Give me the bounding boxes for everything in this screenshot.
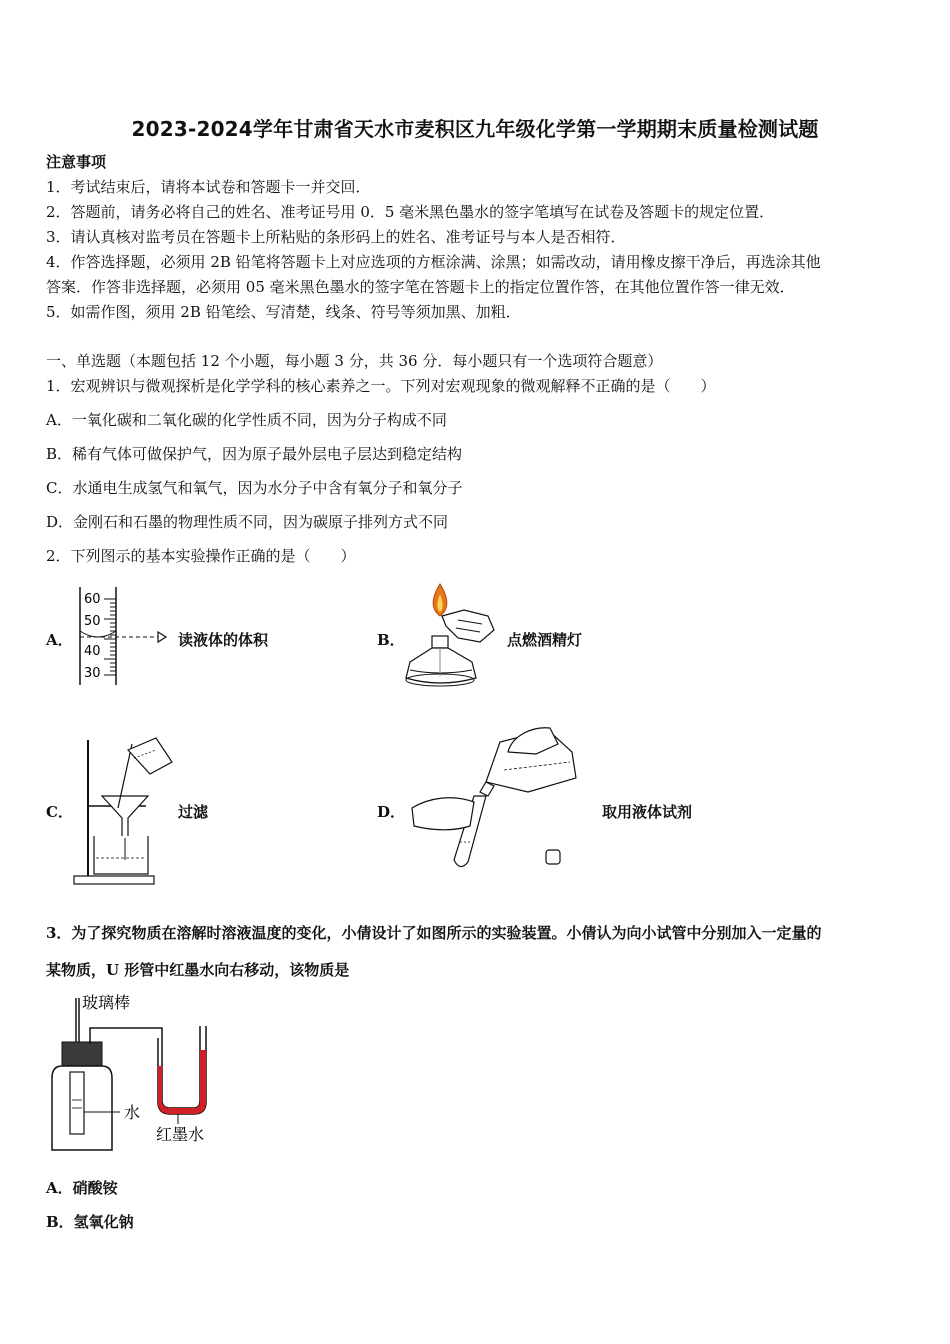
- q1-option-d: D．金刚石和石墨的物理性质不同，因为碳原子排列方式不同: [46, 513, 449, 531]
- q2-option-b-caption: 点燃酒精灯: [507, 631, 583, 649]
- q3-option-a: A．硝酸铵: [46, 1179, 118, 1197]
- q3-stem-line1: 3．为了探究物质在溶解时溶液温度的变化，小倩设计了如图所示的实验装置。小倩认为向小试管中分别加入一定量的: [46, 924, 822, 942]
- q2-option-a-letter: A．: [46, 631, 73, 649]
- tick-label: 40: [84, 644, 101, 659]
- section-heading: 一、单选题（本题包括 12 个小题，每小题 3 分，共 36 分．每小题只有一个选项符合题意）: [46, 352, 663, 370]
- q2-option-b-letter: B．: [377, 631, 405, 649]
- beaker-icon: [94, 836, 148, 874]
- notice-item: 3．请认真核对监考员在答题卡上所粘贴的条形码上的姓名、准考证号与本人是否相符．: [46, 228, 626, 246]
- q1-stem: 1．宏观辨识与微观探析是化学学科的核心素养之一。下列对宏观现象的微观解释不正确的是（ ）: [46, 377, 716, 395]
- notice-item: 5．如需作图，须用 2B 铅笔绘、写清楚，线条、符号等须加黑、加粗．: [46, 303, 521, 321]
- graduated-cylinder-figure: [76, 585, 186, 690]
- q2-option-c-caption: 过滤: [178, 803, 209, 821]
- tick-label: 60: [84, 592, 101, 607]
- q1-option-c: C．水通电生成氢气和氧气，因为水分子中含有氧分子和氧分子: [46, 479, 463, 497]
- q1-option-a: A．一氧化碳和二氧化碳的化学性质不同，因为分子构成不同: [46, 411, 447, 429]
- filtration-figure: [72, 736, 177, 888]
- bottle-stopper-icon: [546, 850, 560, 864]
- q2-option-d-letter: D．: [377, 803, 406, 821]
- q3-option-b: B．氢氧化钠: [46, 1213, 134, 1231]
- water-label: 水: [124, 1103, 141, 1122]
- q3-stem-line2: 某物质，U 形管中红墨水向右移动，该物质是: [46, 961, 350, 979]
- notice-heading: 注意事项: [46, 153, 107, 171]
- tick-label: 50: [84, 614, 101, 629]
- hand-icon: [442, 610, 494, 642]
- test-tube-icon: [70, 1072, 84, 1134]
- q2-option-c-letter: C．: [46, 803, 73, 821]
- red-ink-label: 红墨水: [156, 1125, 205, 1144]
- q2-stem: 2．下列图示的基本实验操作正确的是（ ）: [46, 547, 356, 565]
- q2-option-a-caption: 读液体的体积: [178, 631, 269, 649]
- q1-option-b: B．稀有气体可做保护气，因为原子最外层电子层达到稳定结构: [46, 445, 463, 463]
- u-tube-apparatus-figure: [48, 990, 238, 1155]
- hand-icon: [412, 798, 474, 830]
- alcohol-lamp-figure: [402, 580, 507, 690]
- notice-item: 2．答题前，请务必将自己的姓名、准考证号用 0．5 毫米黑色墨水的签字笔填写在试卷及答题卡的规定位置．: [46, 203, 775, 221]
- beaker-pouring-icon: [128, 738, 172, 774]
- glass-rod-label: 玻璃棒: [82, 993, 131, 1012]
- notice-item: 4．作答选择题，必须用 2B 铅笔将答题卡上对应选项的方框涂满、涂黑；如需改动，请用橡皮擦干净后，再选涂其他: [46, 253, 821, 271]
- funnel-icon: [102, 796, 148, 838]
- notice-item: 1．考试结束后，请将本试卷和答题卡一并交回．: [46, 178, 371, 196]
- notice-item: 答案．作答非选择题，必须用 05 毫米黑色墨水的签字笔在答题卡上的指定位置作答，在其他位置作答一律无效．: [46, 278, 795, 296]
- page-title: 2023-2024学年甘肃省天水市麦积区九年级化学第一学期期末质量检测试题: [131, 117, 819, 141]
- eye-icon: [158, 632, 166, 642]
- tick-label: 30: [84, 666, 101, 681]
- pouring-liquid-figure: [408, 722, 588, 872]
- q2-option-d-caption: 取用液体试剂: [602, 803, 693, 821]
